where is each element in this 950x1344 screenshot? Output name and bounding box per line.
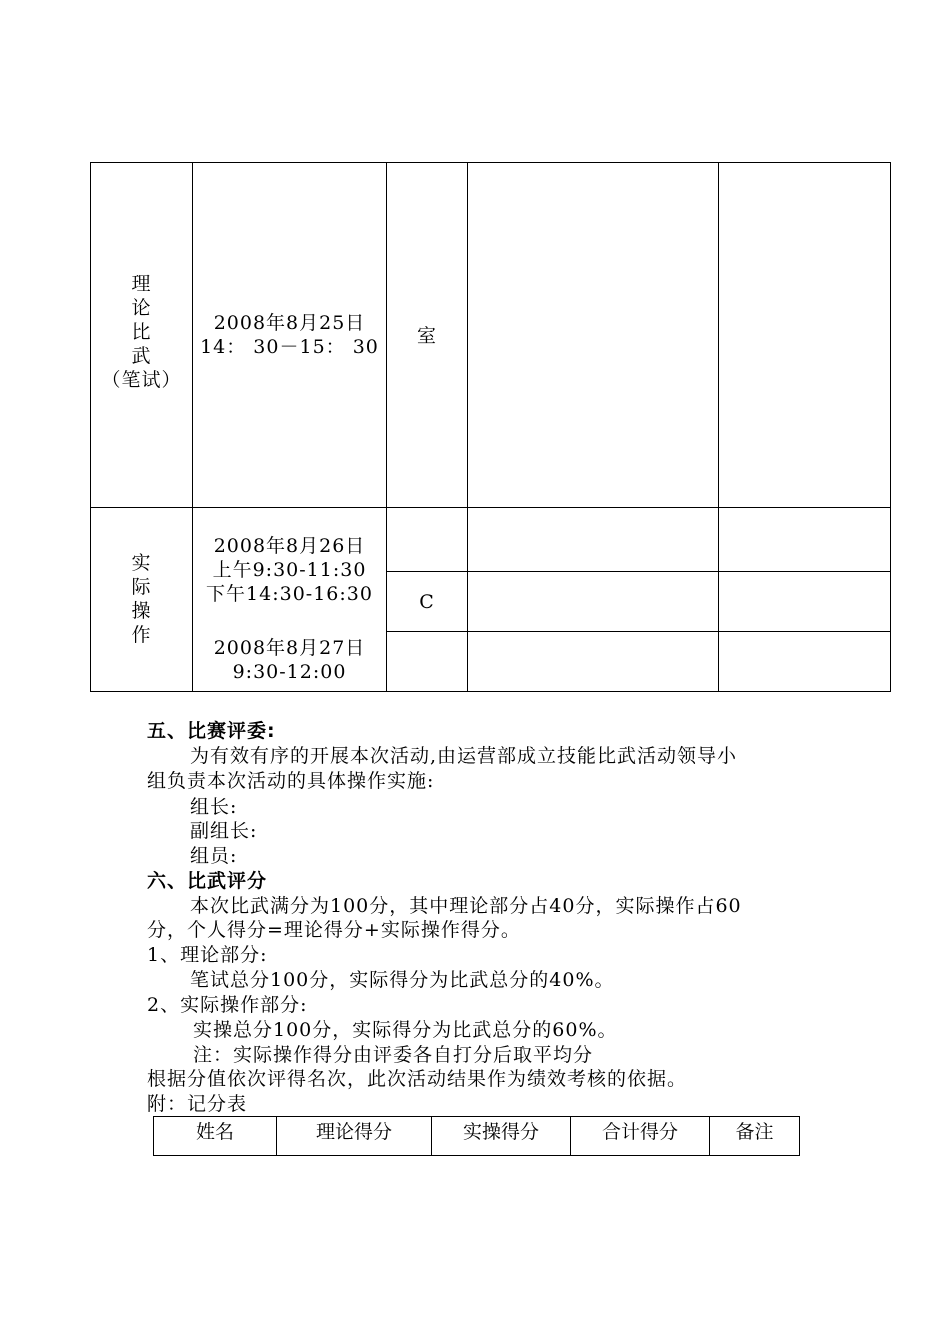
section6-basis: 根据分值依次评得名次，此次活动结果作为绩效考核的依据。 bbox=[147, 1068, 688, 1090]
section6-item2-text: 实操总分100分，实际得分为比武总分的60%。 bbox=[193, 1019, 618, 1041]
section5-heading: 五、比赛评委: bbox=[147, 720, 276, 742]
practice-room: C bbox=[419, 591, 435, 613]
table-row-divider bbox=[90, 507, 891, 508]
section6-heading: 六、比武评分 bbox=[147, 870, 268, 892]
table-border-top bbox=[90, 162, 891, 163]
practice-date-2: 2008年8月27日 bbox=[213, 637, 366, 659]
score-header-theory: 理论得分 bbox=[315, 1121, 392, 1143]
practice-time-2: 9:30-12:00 bbox=[232, 661, 347, 683]
section6-item1-title: 1、理论部分: bbox=[147, 944, 268, 966]
section6-line1: 本次比武满分为100分，其中理论部分占40分，实际操作占60 bbox=[190, 895, 742, 917]
practice-time-pm: 下午14:30-16:30 bbox=[206, 583, 373, 605]
section5-vice-leader: 副组长: bbox=[190, 820, 258, 842]
table-subrow-divider bbox=[386, 571, 891, 572]
table-subrow-divider bbox=[386, 631, 891, 632]
section5-line2: 组负责本次活动的具体操作实施: bbox=[147, 770, 435, 792]
table-col-divider bbox=[718, 162, 719, 692]
section5-line1: 为有效有序的开展本次活动,由运营部成立技能比武活动领导小 bbox=[190, 745, 738, 767]
score-header-name: 姓名 bbox=[195, 1121, 234, 1143]
score-table-border-bottom bbox=[153, 1155, 800, 1156]
section6-item2-title: 2、实际操作部分: bbox=[147, 994, 308, 1016]
practice-date-1: 2008年8月26日 bbox=[213, 535, 366, 557]
theory-label: 理 论 比 武 （笔试） bbox=[101, 273, 182, 391]
section6-appendix: 附：记分表 bbox=[147, 1093, 248, 1115]
section6-line2: 分，个人得分=理论得分+实际操作得分。 bbox=[147, 919, 521, 941]
score-header-remark: 备注 bbox=[735, 1121, 774, 1143]
section6-note: 注：实际操作得分由评委各自打分后取平均分 bbox=[193, 1044, 594, 1066]
section6-item1-text: 笔试总分100分，实际得分为比武总分的40%。 bbox=[190, 969, 615, 991]
theory-time: 14： 30－15： 30 bbox=[200, 336, 379, 358]
section5-leader: 组长: bbox=[190, 796, 238, 818]
theory-room: 室 bbox=[416, 325, 437, 347]
table-border-bottom bbox=[90, 691, 891, 692]
score-header-total: 合计得分 bbox=[601, 1121, 678, 1143]
practice-time-am: 上午9:30-11:30 bbox=[212, 559, 367, 581]
practice-datetime bbox=[193, 534, 386, 684]
table-border-right bbox=[890, 162, 891, 692]
theory-datetime bbox=[193, 311, 386, 359]
table-col-divider bbox=[467, 162, 468, 692]
score-header-practice: 实操得分 bbox=[462, 1121, 539, 1143]
score-table-border-right bbox=[799, 1116, 800, 1156]
section5-member: 组员: bbox=[190, 845, 238, 867]
theory-date: 2008年8月25日 bbox=[213, 312, 366, 334]
practice-label: 实 际 操 作 bbox=[131, 552, 152, 646]
